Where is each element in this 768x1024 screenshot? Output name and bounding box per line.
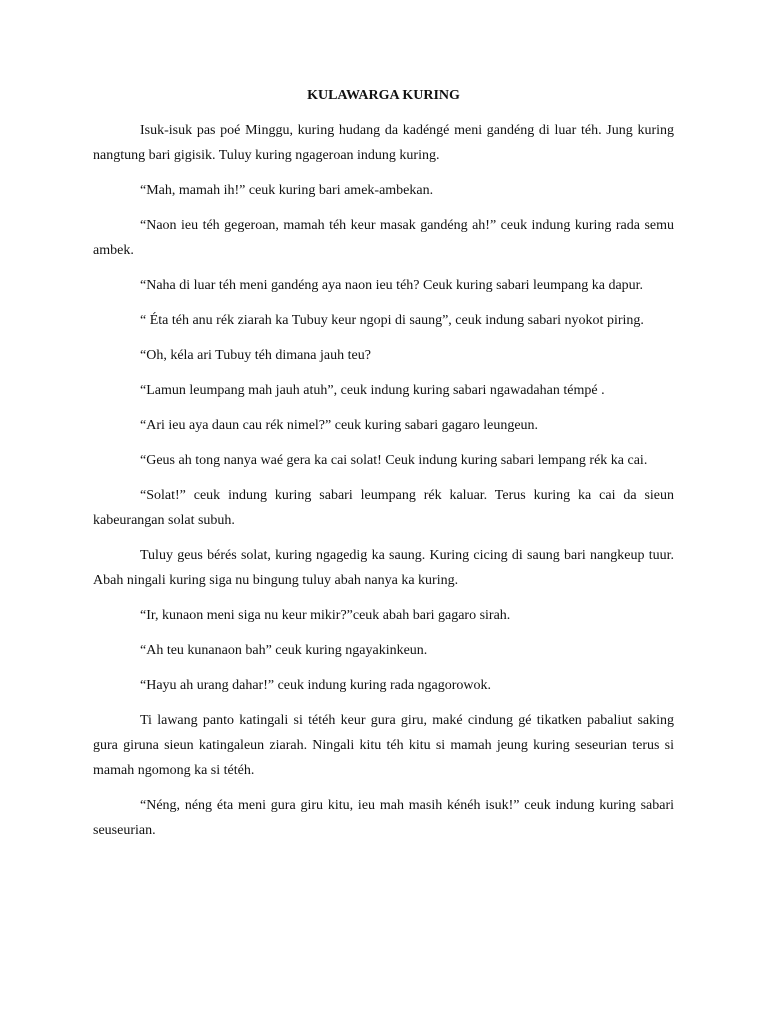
document-title: KULAWARGA KURING <box>307 88 460 103</box>
paragraph: “Lamun leumpang mah jauh atuh”, ceuk indung kuring sabari ngawadahan témpé . <box>140 383 605 398</box>
paragraph: “Naha di luar téh meni gandéng aya naon ieu téh? Ceuk kuring sabari leumpang ka dapur. <box>140 278 644 293</box>
paragraph: “Néng, néng éta meni gura giru kitu, ieu mah masih kénéh isuk!” ceuk indung kuring sabari seuseurian. <box>93 798 674 838</box>
paragraph: “Naon ieu téh gegeroan, mamah téh keur masak gandéng ah!” ceuk indung kuring rada semu ambek. <box>93 218 674 258</box>
paragraph: “Ari ieu aya daun cau rék nimel?” ceuk kuring sabari gagaro leungeun. <box>140 418 539 433</box>
paragraph: “Ah teu kunanaon bah” ceuk kuring ngayakinkeun. <box>140 643 428 658</box>
paragraph: “ Éta téh anu rék ziarah ka Tubuy keur ngopi di saung”, ceuk indung sabari nyokot piring. <box>140 313 644 328</box>
document-page <box>93 86 674 853</box>
paragraph: Ti lawang panto katingali si tétéh keur gura giru, maké cindung gé tikatken pabaliut saking gura giruna sieun katingaleun ziarah. Ningali kitu téh kitu si mamah jeung kuring seseurian terus si mamah ngomong ka si tétéh. <box>93 713 674 778</box>
paragraph: “Ir, kunaon meni siga nu keur mikir?”ceuk abah bari gagaro sirah. <box>140 608 511 623</box>
paragraph: Tuluy geus bérés solat, kuring ngagedig ka saung. Kuring cicing di saung bari nangkeup tuur. Abah ningali kuring siga nu bingung tuluy abah nanya ka kuring. <box>93 548 674 588</box>
paragraph: “Geus ah tong nanya waé gera ka cai solat! Ceuk indung kuring sabari lempang rék ka cai. <box>140 453 648 468</box>
paragraph: “Oh, kéla ari Tubuy téh dimana jauh teu? <box>140 348 371 363</box>
paragraph: “Hayu ah urang dahar!” ceuk indung kuring rada ngagorowok. <box>140 678 492 693</box>
paragraph: Isuk-isuk pas poé Minggu, kuring hudang da kadéngé meni gandéng di luar téh. Jung kuring nangtung bari gigisik. Tuluy kuring ngageroan indung kuring. <box>93 123 674 163</box>
paragraph: “Mah, mamah ih!” ceuk kuring bari amek-ambekan. <box>140 183 434 198</box>
paragraph: “Solat!” ceuk indung kuring sabari leumpang rék kaluar. Terus kuring ka cai da sieun kabeurangan solat subuh. <box>93 488 674 528</box>
